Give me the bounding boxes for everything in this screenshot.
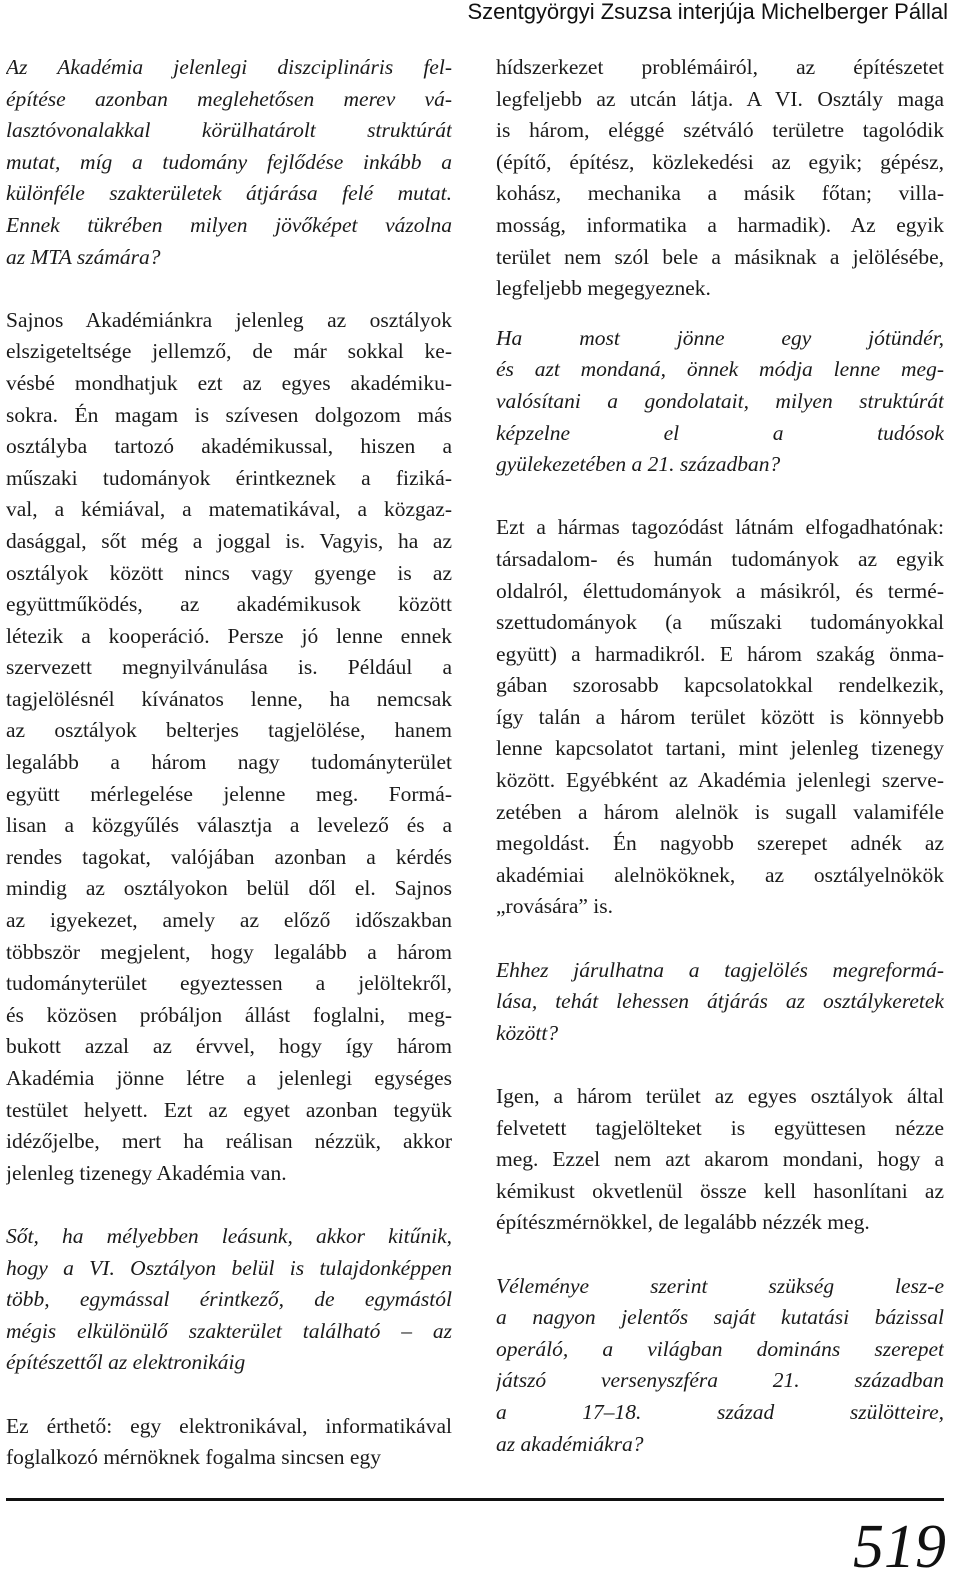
text-line: Véleménye szerint szükség lesz-e bbox=[496, 1273, 944, 1298]
text-line: gában szorosabb kapcsolatokkal rendelkezik, bbox=[496, 673, 944, 698]
answer-1 bbox=[6, 305, 452, 1190]
text-line: lisan a közgyűlés választja a levelező és a bbox=[6, 813, 452, 838]
text-line: képzelne el a tudósok bbox=[496, 420, 944, 445]
text-line: val, a kémiával, a matematikával, a közgaz- bbox=[6, 497, 452, 522]
text-line: Ehhez járulhatna a tagjelölés megreformá- bbox=[496, 957, 944, 982]
text-line: együtt mérlegelése jelenne meg. Formá- bbox=[6, 781, 452, 806]
text-line: Ha most jönne egy jótündér, bbox=[496, 325, 944, 350]
answer-2 bbox=[6, 1411, 452, 1474]
text-line: hogy a VI. Osztályon belül is tulajdonképpen bbox=[6, 1255, 452, 1280]
text-line: között. Egyébként az Akadémia jelenlegi szerve- bbox=[496, 768, 944, 793]
answer-2-continued bbox=[496, 52, 944, 305]
left-column bbox=[6, 52, 452, 1474]
text-line: oldalról, élettudományok a másikról, és termé- bbox=[496, 578, 944, 603]
text-line: mégis elkülönülő szakterület található – az bbox=[6, 1318, 452, 1343]
text-line: és azt mondaná, önnek módja lenne meg- bbox=[496, 357, 944, 382]
text-line: testület helyett. Ezt az egyet azonban tegyük bbox=[6, 1097, 452, 1122]
text-line: játszó versenyszféra 21. században bbox=[496, 1368, 944, 1393]
text-line: az osztályok belterjes tagjelölése, hanem bbox=[6, 718, 452, 743]
page-number: 519 bbox=[853, 1513, 946, 1581]
text-line: hídszerkezet problémáiról, az építészetet bbox=[496, 55, 944, 79]
text-line: osztályba tartozó akadémikussal, hiszen a bbox=[6, 434, 452, 459]
text-line: Ennek tükrében milyen jövőképet vázolna bbox=[6, 212, 452, 237]
text-line: „rovására” is. bbox=[496, 894, 613, 919]
text-line: mutat, míg a tudomány fejlődése inkább a bbox=[6, 149, 452, 174]
footer-rule bbox=[6, 1498, 944, 1501]
text-line: vésbé mondhatjuk ezt az egyes akadémiku- bbox=[6, 370, 452, 395]
text-line: meg. Ezzel nem azt akarom mondani, hogy a bbox=[496, 1147, 944, 1172]
text-line: lasztóvonalakkal körülhatárolt struktúrát bbox=[6, 118, 452, 143]
text-line: a 17–18. század szülötteire, bbox=[496, 1399, 944, 1424]
text-line: szettudományok (a műszaki tudományokkal bbox=[496, 610, 944, 635]
text-line: az igyekezet, amely az előző időszakban bbox=[6, 908, 452, 933]
text-line: foglalkozó mérnöknek fogalma sincsen egy bbox=[6, 1445, 381, 1470]
text-line: elszigeteltsége jellemző, de már sokkal ke- bbox=[6, 339, 452, 364]
text-line: műszaki tudományok érintkeznek a fiziká- bbox=[6, 465, 452, 490]
text-line: Igen, a három terület az egyes osztályok által bbox=[496, 1084, 944, 1108]
text-line: között? bbox=[496, 1020, 559, 1045]
text-line: Az Akadémia jelenlegi diszciplináris fel- bbox=[6, 55, 452, 79]
question-1 bbox=[6, 52, 452, 273]
text-line: az akadémiákra? bbox=[496, 1431, 644, 1456]
text-line: rendes tagokat, valójában azonban a kérdés bbox=[6, 844, 452, 869]
text-line: osztályok között nincs vagy gyenge is az bbox=[6, 560, 452, 585]
right-column bbox=[496, 52, 944, 1460]
answer-3 bbox=[496, 512, 944, 923]
text-line: sokra. Én magam is szívesen dolgozom más bbox=[6, 402, 452, 427]
text-line: dasággal, sőt még a joggal is. Vagyis, ha az bbox=[6, 528, 452, 553]
text-line: együttműködés, az akadémikusok között bbox=[6, 592, 452, 617]
text-line: akadémiai alelnököknek, az osztályelnökök bbox=[496, 862, 944, 887]
text-line: építése azonban meglehetősen merev vá- bbox=[6, 86, 452, 111]
text-line: mosság, informatika a harmadik). Az egyik bbox=[496, 212, 944, 237]
text-line: tudományterület egyeztessen a jelöltekről, bbox=[6, 971, 452, 996]
text-line: különféle szakterületek átjárása felé mutat. bbox=[6, 181, 452, 206]
text-line: operáló, a világban domináns szerepet bbox=[496, 1336, 944, 1361]
text-line: legfeljebb az utcán látja. A VI. Osztály maga bbox=[496, 86, 944, 111]
text-line: bukott azzal az érvvel, hogy így három bbox=[6, 1034, 452, 1059]
text-line: Sajnos Akadémiánkra jelenleg az osztályok bbox=[6, 307, 452, 332]
text-line: kohász, mechanika a másik főtan; villa- bbox=[496, 181, 944, 206]
text-line: (építő, építész, közlekedési az egyik; gépész, bbox=[496, 149, 944, 174]
text-line: és közösen próbáljon állást foglalni, meg- bbox=[6, 1002, 452, 1027]
text-line: Sőt, ha mélyebben leásunk, akkor kitűnik, bbox=[6, 1223, 452, 1248]
text-line: mindig az osztályokon belül dől el. Sajnos bbox=[6, 876, 452, 901]
text-line: az MTA számára? bbox=[6, 244, 161, 269]
text-line: zetében a három alelnök is sugall valamiféle bbox=[496, 799, 944, 824]
text-line: Ez érthető: egy elektronikával, informatikával bbox=[6, 1413, 452, 1438]
text-line: jelenleg tizenegy Akadémia van. bbox=[6, 1160, 287, 1185]
question-4 bbox=[496, 955, 944, 1050]
running-header: Szentgyörgyi Zsuzsa interjúja Michelberger Pállal bbox=[467, 0, 948, 24]
text-line: lenne kapcsolatot tartani, mint jelenleg tizenegy bbox=[496, 736, 944, 761]
text-line: többször megjelent, hogy legalább a három bbox=[6, 939, 452, 964]
text-line: Akadémia jönne létre a jelenlegi egységes bbox=[6, 1066, 452, 1090]
text-line: gyülekezetében a 21. században? bbox=[496, 452, 781, 477]
text-line: felvetett tagjelölteket is együttesen nézze bbox=[496, 1115, 944, 1140]
text-line: kémikust okvetlenül össze kell hasonlítani az bbox=[496, 1178, 944, 1203]
text-line: a nagyon jelentős saját kutatási bázissal bbox=[496, 1305, 944, 1330]
text-line: lása, tehát lehessen átjárás az osztálykeretek bbox=[496, 989, 944, 1014]
text-line: építészettől az elektronikáig bbox=[6, 1350, 246, 1375]
text-line: így talán a három terület között is könnyebb bbox=[496, 704, 944, 729]
text-line: is három, eléggé szétváló területre tagolódik bbox=[496, 118, 944, 143]
text-line: legfeljebb megegyeznek. bbox=[496, 276, 711, 301]
question-2 bbox=[6, 1221, 452, 1379]
text-line: együtt) a harmadikról. E három szakág önma- bbox=[496, 641, 944, 666]
text-line: megoldást. Én nagyobb szerepet adnék az bbox=[496, 831, 944, 856]
text-line: építészmérnökkel, de legalább nézzék meg. bbox=[496, 1210, 870, 1235]
text-line: idézőjelbe, mert ha reálisan nézzük, akkor bbox=[6, 1129, 452, 1154]
text-line: létezik a kooperáció. Persze jó lenne ennek bbox=[6, 623, 452, 648]
answer-4 bbox=[496, 1081, 944, 1239]
text-line: Ezt a hármas tagozódást látnám elfogadhatónak: bbox=[496, 515, 944, 540]
text-line: legalább a három nagy tudományterület bbox=[6, 750, 452, 775]
text-line: társadalom- és humán tudományok az egyik bbox=[496, 546, 944, 571]
question-5 bbox=[496, 1271, 944, 1461]
text-line: több, egymással érintkező, de egymástól bbox=[6, 1287, 452, 1312]
question-3 bbox=[496, 323, 944, 481]
text-line: terület nem szól bele a másiknak a jelölésébe, bbox=[496, 244, 944, 269]
text-line: valósítani a gondolatait, milyen struktúrát bbox=[496, 388, 944, 413]
text-line: tagjelölésnél kívánatos lenne, ha nemcsak bbox=[6, 686, 452, 711]
text-line: szervezett megnyilvánulása is. Például a bbox=[6, 655, 452, 680]
